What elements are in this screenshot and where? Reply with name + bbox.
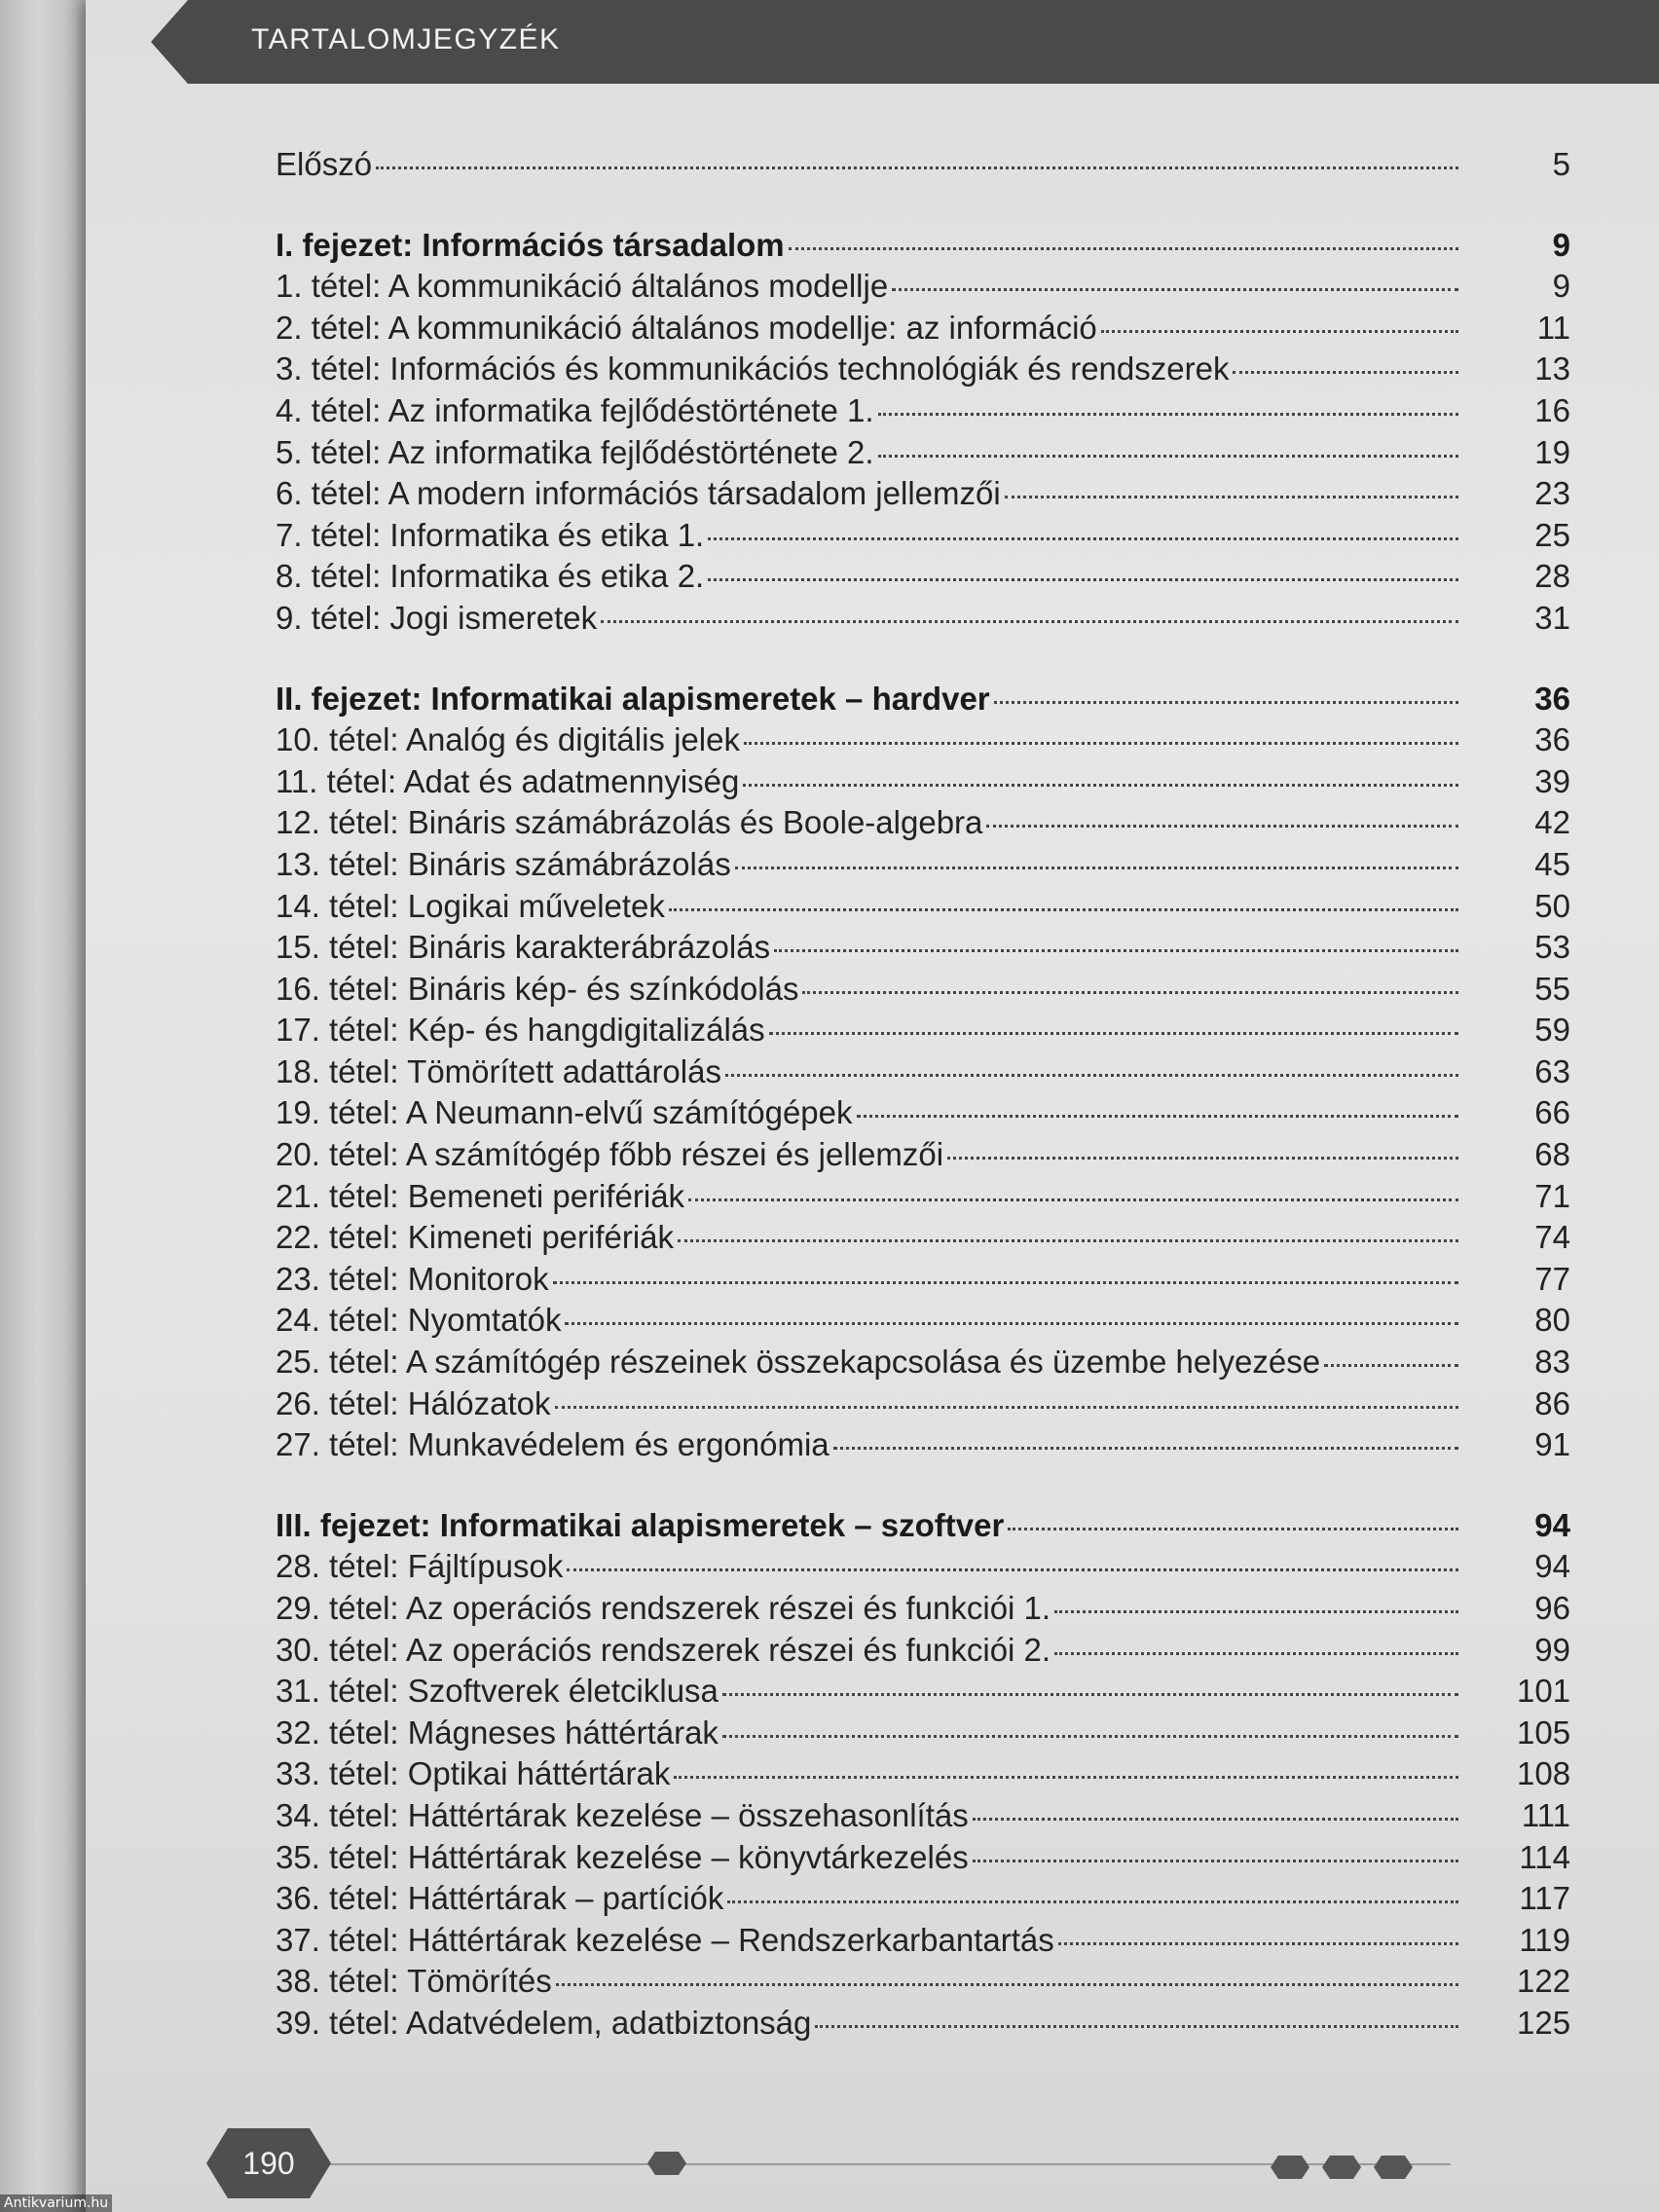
dot-leader xyxy=(555,1406,1459,1409)
toc-entry-title: 24. tétel: Nyomtatók xyxy=(276,1302,562,1339)
dot-leader xyxy=(769,1032,1458,1035)
toc-entry-title: 14. tétel: Logikai műveletek xyxy=(276,887,665,924)
toc-entry xyxy=(276,2003,1570,2045)
toc-entry-page: 59 xyxy=(1534,1012,1570,1049)
dot-leader xyxy=(802,991,1458,994)
toc-entry-page: 16 xyxy=(1534,391,1570,428)
toc-entry-page: 63 xyxy=(1534,1052,1570,1089)
toc-entry xyxy=(276,761,1570,803)
toc-entry-page: 36 xyxy=(1534,680,1570,717)
toc-entry-title: 6. tétel: A modern információs társadalom jellemzői xyxy=(276,475,1001,512)
toc-entry-title: 32. tétel: Mágneses háttértárak xyxy=(276,1714,719,1751)
dot-leader xyxy=(1005,496,1458,498)
page-heading: TARTALOMJEGYZÉK xyxy=(251,23,561,55)
toc-entry xyxy=(276,1092,1570,1134)
dot-leader xyxy=(789,247,1458,250)
toc-group xyxy=(276,144,1570,186)
dot-leader xyxy=(743,784,1458,787)
toc-entry xyxy=(276,1217,1570,1259)
dot-leader xyxy=(708,537,1458,540)
dot-leader xyxy=(1054,1652,1458,1655)
dot-leader xyxy=(688,1198,1458,1201)
toc-entry-page: 11 xyxy=(1536,309,1570,346)
dot-leader xyxy=(1324,1364,1458,1367)
toc-entry-page: 42 xyxy=(1534,804,1570,841)
toc-entry xyxy=(276,1630,1570,1672)
footer-hexagon xyxy=(1374,2156,1413,2179)
toc-entry-page: 77 xyxy=(1534,1260,1570,1297)
toc-chapter-heading xyxy=(276,1505,1570,1547)
toc-entry-page: 91 xyxy=(1534,1426,1570,1463)
toc-entry xyxy=(276,1176,1570,1218)
toc-entry xyxy=(276,1134,1570,1176)
toc-entry-title: 7. tétel: Informatika és etika 1. xyxy=(276,516,705,553)
dot-leader xyxy=(722,1693,1458,1696)
toc-entry-title: 15. tétel: Bináris karakterábrázolás xyxy=(276,929,771,966)
dot-leader xyxy=(1054,1610,1458,1613)
toc-entry-title: 17. tétel: Kép- és hangdigitalizálás xyxy=(276,1012,765,1049)
toc-entry xyxy=(276,1383,1570,1425)
toc-entry-title: 26. tétel: Hálózatok xyxy=(276,1384,551,1421)
dot-leader xyxy=(1101,330,1458,333)
dot-leader xyxy=(601,620,1458,623)
toc-entry-page: 99 xyxy=(1534,1631,1570,1668)
dot-leader xyxy=(973,1860,1458,1862)
toc-entry-page: 83 xyxy=(1534,1344,1570,1381)
dot-leader xyxy=(678,1239,1458,1242)
dot-leader xyxy=(567,1568,1458,1571)
toc-entry xyxy=(276,1795,1570,1837)
watermark: Antikvarium.hu xyxy=(0,2194,112,2212)
toc-entry-page: 50 xyxy=(1534,887,1570,924)
dot-leader xyxy=(1008,1528,1458,1530)
toc-entry xyxy=(276,1588,1570,1630)
toc-group xyxy=(276,1505,1570,2045)
toc-entry-title: 19. tétel: A Neumann-elvű számítógépek xyxy=(276,1094,853,1131)
toc-entry xyxy=(276,432,1570,474)
toc-entry-page: 119 xyxy=(1519,1921,1570,1958)
dot-leader xyxy=(1233,371,1458,374)
toc-entry-page: 19 xyxy=(1534,433,1570,470)
toc-entry-title: Előszó xyxy=(276,146,373,182)
toc-entry-page: 66 xyxy=(1534,1094,1570,1131)
toc-entry xyxy=(276,1300,1570,1342)
toc-entry-page: 125 xyxy=(1517,2004,1571,2041)
toc-entry xyxy=(276,598,1570,640)
toc-entry-page: 5 xyxy=(1552,146,1570,182)
toc-entry xyxy=(276,1920,1570,1962)
toc-entry xyxy=(276,1671,1570,1713)
toc-entry xyxy=(276,1837,1570,1879)
toc-entry-title: III. fejezet: Informatikai alapismeretek – szoftver xyxy=(276,1506,1005,1543)
toc-entry-page: 122 xyxy=(1517,1963,1571,2000)
dot-leader xyxy=(774,949,1458,952)
toc-entry xyxy=(276,1546,1570,1588)
page-number: 190 xyxy=(242,2146,295,2181)
dot-leader xyxy=(744,742,1458,745)
toc-entry xyxy=(276,266,1570,308)
toc-entry-title: 25. tétel: A számítógép részeinek összekapcsolása és üzembe helyezése xyxy=(276,1344,1321,1381)
toc-entry xyxy=(276,719,1570,761)
dot-leader xyxy=(892,288,1458,291)
toc-entry-page: 108 xyxy=(1517,1755,1571,1792)
toc-entry-page: 45 xyxy=(1534,845,1570,882)
toc-entry-page: 9 xyxy=(1552,268,1570,305)
toc-entry xyxy=(276,927,1570,969)
toc-entry-title: 4. tétel: Az informatika fejlődéstörténete 1. xyxy=(276,391,874,428)
toc-entry-title: 28. tétel: Fájltípusok xyxy=(276,1548,564,1585)
toc-entry xyxy=(276,515,1570,557)
toc-entry xyxy=(276,886,1570,928)
toc-entry-title: 22. tétel: Kimeneti perifériák xyxy=(276,1219,675,1256)
toc-entry xyxy=(276,473,1570,515)
toc-entry-title: 34. tétel: Háttértárak kezelése – összehasonlítás xyxy=(276,1796,969,1833)
toc-entry-page: 80 xyxy=(1534,1302,1570,1339)
toc-entry-title: 3. tétel: Információs és kommunikációs technológiák és rendszerek xyxy=(276,350,1230,387)
toc-entry-title: 10. tétel: Analóg és digitális jelek xyxy=(276,721,740,758)
toc-entry-page: 9 xyxy=(1552,226,1570,263)
toc-chapter-heading xyxy=(276,225,1570,267)
toc-entry-page: 68 xyxy=(1534,1136,1570,1173)
toc-entry-page: 55 xyxy=(1534,970,1570,1007)
toc-entry-title: 18. tétel: Tömörített adattárolás xyxy=(276,1052,721,1089)
toc-entry-title: 16. tétel: Bináris kép- és színkódolás xyxy=(276,970,799,1007)
dot-leader xyxy=(553,1281,1458,1284)
toc-entry-page: 23 xyxy=(1534,475,1570,512)
toc-entry-page: 94 xyxy=(1534,1506,1570,1543)
toc-entry-page: 117 xyxy=(1519,1880,1570,1917)
footer-hexagon xyxy=(1322,2156,1361,2179)
toc-group xyxy=(276,225,1570,640)
toc-entry-page: 71 xyxy=(1534,1177,1570,1214)
toc-entry-page: 25 xyxy=(1534,516,1570,553)
toc-entry-page: 31 xyxy=(1534,599,1570,636)
toc-entry-title: 23. tétel: Monitorok xyxy=(276,1260,549,1297)
toc-entry-page: 13 xyxy=(1534,350,1570,387)
toc-entry xyxy=(276,144,1570,186)
toc-entry-title: 2. tétel: A kommunikáció általános modellje: az információ xyxy=(276,309,1097,346)
dot-leader xyxy=(833,1447,1458,1450)
dot-leader xyxy=(722,1735,1458,1738)
toc-entry-title: 1. tétel: A kommunikáció általános modellje xyxy=(276,268,889,305)
toc-entry-page: 114 xyxy=(1519,1838,1570,1875)
toc-entry xyxy=(276,1051,1570,1093)
toc-entry-page: 39 xyxy=(1534,762,1570,799)
dot-leader xyxy=(725,1074,1458,1077)
toc-entry-page: 96 xyxy=(1534,1590,1570,1626)
dot-leader xyxy=(674,1776,1458,1779)
toc-entry xyxy=(276,1424,1570,1466)
toc-entry-title: 8. tétel: Informatika és etika 2. xyxy=(276,558,705,595)
toc-entry-title: 31. tétel: Szoftverek életciklusa xyxy=(276,1673,719,1710)
toc-entry-title: 39. tétel: Adatvédelem, adatbiztonság xyxy=(276,2004,812,2041)
toc-group xyxy=(276,679,1570,1466)
toc-entry-page: 86 xyxy=(1534,1384,1570,1421)
table-of-contents xyxy=(276,144,1570,2083)
dot-leader xyxy=(1058,1942,1458,1945)
toc-entry-page: 105 xyxy=(1517,1714,1571,1751)
toc-entry xyxy=(276,1713,1570,1754)
toc-entry-title: 33. tétel: Optikai háttértárak xyxy=(276,1755,671,1792)
dot-leader xyxy=(727,1900,1458,1903)
dot-leader xyxy=(669,908,1458,911)
dot-leader xyxy=(556,1983,1458,1986)
toc-entry-title: II. fejezet: Informatikai alapismeretek – hardver xyxy=(276,680,990,717)
toc-entry-title: 11. tétel: Adat és adatmennyiség xyxy=(276,762,740,799)
toc-entry-title: 20. tétel: A számítógép főbb részei és jellemzői xyxy=(276,1136,944,1173)
toc-entry-title: 21. tétel: Bemeneti perifériák xyxy=(276,1177,685,1214)
dot-leader xyxy=(878,455,1458,458)
toc-entry xyxy=(276,1342,1570,1383)
toc-entry-title: 9. tétel: Jogi ismeretek xyxy=(276,599,598,636)
toc-entry-title: 27. tétel: Munkavédelem és ergonómia xyxy=(276,1426,830,1463)
dot-leader xyxy=(947,1157,1458,1160)
toc-entry xyxy=(276,1259,1570,1301)
toc-entry-title: 13. tétel: Bináris számábrázolás xyxy=(276,845,731,882)
dot-leader xyxy=(735,866,1458,869)
toc-entry-page: 94 xyxy=(1534,1548,1570,1585)
toc-entry-page: 53 xyxy=(1534,929,1570,966)
dot-leader xyxy=(973,1818,1458,1821)
toc-entry-title: 12. tétel: Bináris számábrázolás és Boole-algebra xyxy=(276,804,983,841)
dot-leader xyxy=(376,166,1458,169)
toc-entry-title: 36. tétel: Háttértárak – partíciók xyxy=(276,1880,724,1917)
toc-entry xyxy=(276,390,1570,432)
footer-hexagon xyxy=(1271,2156,1309,2179)
dot-leader xyxy=(565,1322,1458,1325)
toc-chapter-heading xyxy=(276,679,1570,720)
toc-entry xyxy=(276,556,1570,598)
dot-leader xyxy=(878,413,1458,416)
dot-leader xyxy=(708,578,1458,581)
toc-entry-title: 5. tétel: Az informatika fejlődéstörténete 2. xyxy=(276,433,874,470)
toc-entry xyxy=(276,844,1570,886)
toc-entry-page: 36 xyxy=(1534,721,1570,758)
footer-hexagon xyxy=(647,2152,686,2175)
toc-entry xyxy=(276,1753,1570,1795)
toc-entry-title: 37. tétel: Háttértárak kezelése – Rendszerkarbantartás xyxy=(276,1921,1054,1958)
toc-entry-title: 38. tétel: Tömörítés xyxy=(276,1963,552,2000)
toc-entry xyxy=(276,1878,1570,1920)
toc-entry xyxy=(276,349,1570,390)
toc-entry xyxy=(276,969,1570,1011)
toc-entry-page: 28 xyxy=(1534,558,1570,595)
toc-entry xyxy=(276,1010,1570,1051)
toc-entry-page: 111 xyxy=(1521,1796,1570,1833)
toc-entry-title: 29. tétel: Az operációs rendszerek részei és funkciói 1. xyxy=(276,1590,1051,1626)
dot-leader xyxy=(857,1115,1458,1118)
toc-entry-title: 35. tétel: Háttértárak kezelése – könyvtárkezelés xyxy=(276,1838,969,1875)
toc-entry-title: I. fejezet: Információs társadalom xyxy=(276,226,785,263)
toc-entry-page: 101 xyxy=(1517,1673,1571,1710)
toc-entry-title: 30. tétel: Az operációs rendszerek részei és funkciói 2. xyxy=(276,1631,1051,1668)
desk-background xyxy=(0,0,92,2212)
toc-entry xyxy=(276,308,1570,350)
toc-entry xyxy=(276,802,1570,844)
dot-leader xyxy=(815,2025,1458,2028)
toc-entry xyxy=(276,1961,1570,2003)
dot-leader xyxy=(994,701,1458,704)
toc-entry-page: 74 xyxy=(1534,1219,1570,1256)
dot-leader xyxy=(986,825,1458,828)
